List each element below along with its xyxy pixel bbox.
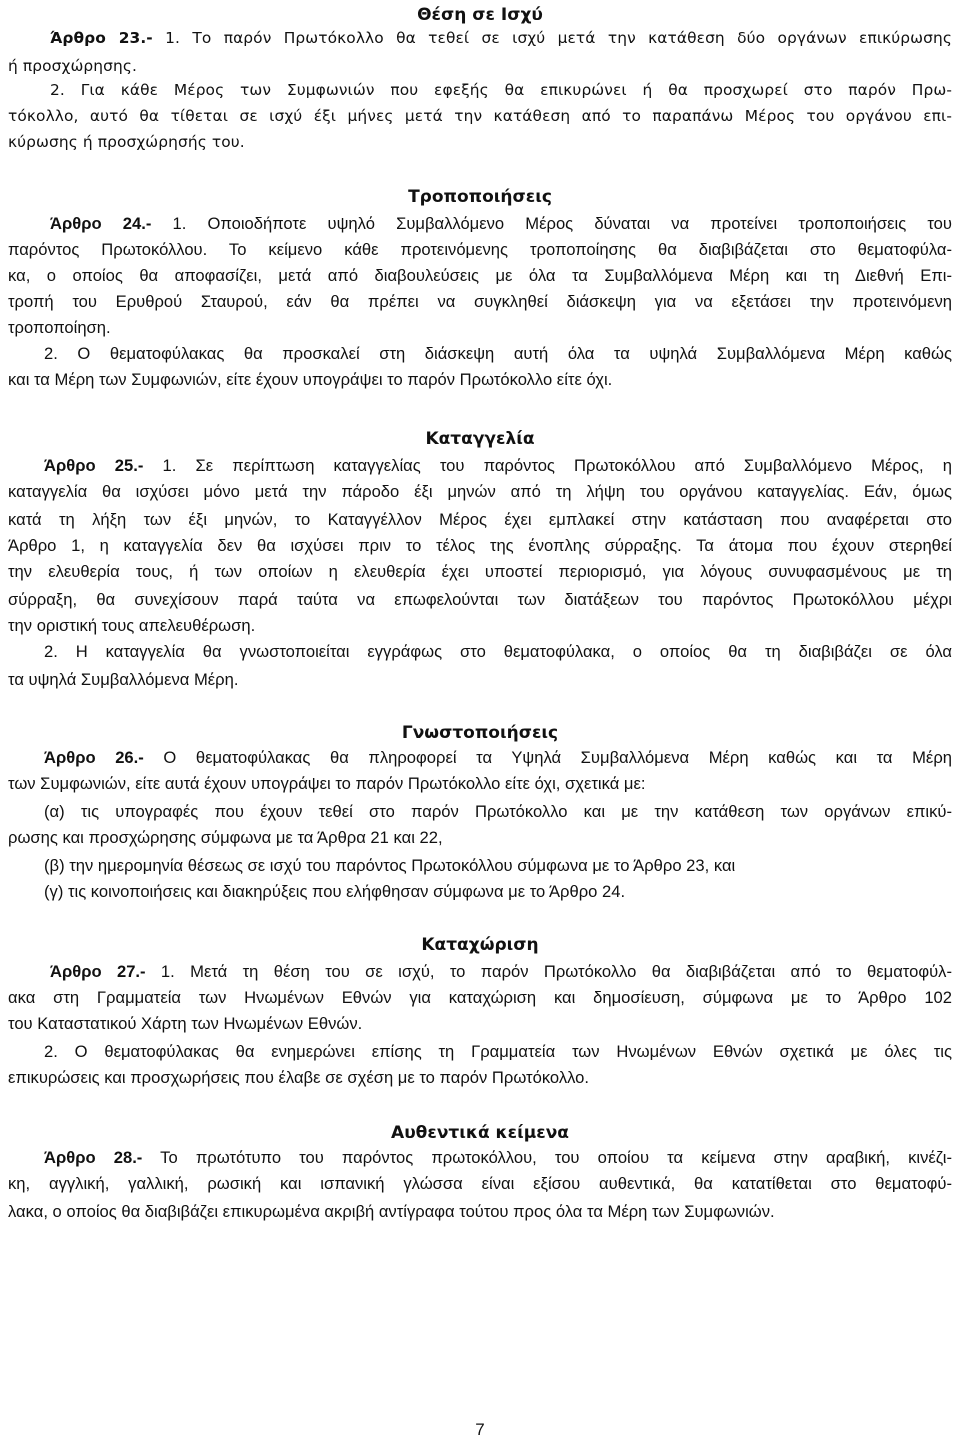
article-25-line-9: τα υψηλά Συμβαλλόμενα Μέρη. [8,670,239,689]
article-28-label: Άρθρο 28.- [44,1148,143,1167]
article-26-line-1: Άρθρο 26.- Ο θεματοφύλακας θα πληροφορεί τα Υψηλά Συμβαλλόμενα Μέρη καθώς και τα Μέρη [44,748,952,767]
article-25-line-1: Άρθρο 25.- 1. Σε περίπτωση καταγγελίας του παρόντος Πρωτοκόλλου από Συμβαλλόμενο Μέρος, η [44,456,953,475]
article-27-line-5: επικυρώσεις και προσχωρήσεις που έλαβε σε σχέση με το παρόν Πρωτόκολλο. [8,1068,590,1087]
article-25-line-4: Άρθρο 1, η καταγγελία δεν θα ισχύσει πριν το τέλος της ένοπλης σύρραξης. Τα άτομα που έχουν στερηθεί [8,536,952,555]
article-24-line-1: Άρθρο 24.- 1. Οποιοδήποτε υψηλό Συμβαλλόμενο Μέρος δύναται να προτείνει τροποποιήσεις του [50,214,952,233]
article-26-line-5: (β) την ημερομηνία θέσεως σε ισχύ του παρόντος Πρωτοκόλλου σύμφωνα με το Άρθρο 23, και [44,856,736,875]
article-24-line-7: και τα Μέρη των Συμφωνιών, είτε έχουν υπογράψει το παρόν Πρωτόκολλο είτε όχι. [8,370,613,389]
section-title-authentic-texts: Αυθεντικά κείμενα [391,1123,569,1143]
article-23-line-3: 2. Για κάθε Μέρος των Συμφωνιών που εφεξής θα επικυρώνει ή θα προσχωρεί στο παρόν Πρω- [50,81,952,99]
article-25-line-6: σύρραξη, θα συνεχίσουν παρά ταύτα να επωφελούνται των διατάξεων του παρόντος Πρωτοκόλλου μέχρι [8,590,952,609]
article-25-line-5: την ελευθερία τους, ή των οποίων η ελευθερία έχει υποστεί περιορισμό, για λόγους συνυφασμένους με τη [8,562,952,581]
article-25-line-2: καταγγελία θα ισχύσει μόνο μετά την πάροδο έξι μηνών από τη λήψη του οργάνου καταγγελίας. Εάν, όμως [8,482,952,501]
article-24-label: Άρθρο 24.- [50,214,152,233]
article-23-line-2: ή προσχώρησης. [8,57,137,75]
section-title-denunciation: Καταγγελία [425,429,535,449]
article-27-label: Άρθρο 27.- [50,962,146,981]
article-28-line-1: Άρθρο 28.- Το πρωτότυπο του παρόντος πρωτοκόλλου, του οποίου τα κείμενα στην αραβική, κινέζι- [44,1148,952,1167]
page-number: 7 [475,1420,485,1439]
article-25-label: Άρθρο 25.- [44,456,144,475]
article-26-label: Άρθρο 26.- [44,748,144,767]
article-25-line-3: κατά τη λήξη των έξι μηνών, το Καταγγέλλον Μέρος έχει εμπλακεί στην κατάσταση που αναφέρεται στο [8,510,952,529]
article-23-line-4: τόκολλο, αυτό θα τίθεται σε ισχύ έξι μήνες μετά την κατάθεση από το παραπάνω Μέρος του οργάνου επι- [8,107,952,125]
article-27-line-3: του Καταστατικού Χάρτη των Ηνωμένων Εθνών. [8,1014,363,1033]
article-26-line-3: (α) τις υπογραφές που έχουν τεθεί στο παρόν Πρωτόκολλο και με την κατάθεση των οργάνων επικύ- [44,802,952,821]
article-24-line-2: παρόντος Πρωτοκόλλου. Το κείμενο κάθε προτεινόμενης τροποποίησης θα διαβιβάζεται στο θεματοφύλα- [8,240,952,259]
article-27-line-2: ακα στη Γραμματεία των Ηνωμένων Εθνών για καταχώριση και δημοσίευση, σύμφωνα με το Άρθρο 102 [8,988,952,1007]
section-title-amendments: Τροποποιήσεις [408,187,552,207]
section-title-registration: Καταχώριση [421,935,539,955]
article-25-line-7: την οριστική τους απελευθέρωση. [8,616,256,635]
article-26-line-2: των Συμφωνιών, είτε αυτά έχουν υπογράψει το παρόν Πρωτόκολλο είτε όχι, σχετικά με: [8,774,646,793]
article-25-line-8: 2. Η καταγγελία θα γνωστοποιείται εγγράφως στο θεματοφύλακα, ο οποίος θα τη διαβιβάζει σε όλα [44,642,952,661]
article-26-line-6: (γ) τις κοινοποιήσεις και διακηρύξεις που ελήφθησαν σύμφωνα με το Άρθρο 24. [44,882,626,901]
article-23-line-1: Άρθρο 23.- 1. Το παρόν Πρωτόκολλο θα τεθεί σε ισχύ μετά την κατάθεση δύο οργάνων επικύρωσης [50,29,952,47]
section-title-notifications: Γνωστοποιήσεις [401,723,559,743]
section-title-entry-into-force: Θέση σε Ισχύ [417,5,543,25]
article-26-line-4: ρωσης και προσχώρησης σύμφωνα με τα Άρθρα 21 και 22, [8,828,443,847]
article-23-line-5: κύρωσης ή προσχώρησής του. [8,133,245,151]
article-27-line-4: 2. Ο θεματοφύλακας θα ενημερώνει επίσης τη Γραμματεία των Ηνωμένων Εθνών σχετικά με όλες τις [44,1042,952,1061]
article-23-label: Άρθρο 23.- [50,29,153,47]
article-24-line-4: τροπή του Ερυθρού Σταυρού, εάν θα πρέπει να συγκληθεί διάσκεψη για να εξετάσει την προτεινόμενη [8,292,952,311]
article-28-line-2: κη, αγγλική, γαλλική, ρωσική και ισπανική γλώσσα είναι εξίσου αυθεντικά, θα κατατίθεται στο θεματοφύ- [8,1174,952,1193]
article-28-line-3: λακα, ο οποίος θα διαβιβάζει επικυρωμένα ακριβή αντίγραφα τούτου προς όλα τα Μέρη των Συμφωνιών. [8,1202,775,1221]
article-24-line-5: τροποποίηση. [8,318,111,337]
article-24-line-6: 2. Ο θεματοφύλακας θα προσκαλεί στη διάσκεψη αυτή όλα τα υψηλά Συμβαλλόμενα Μέρη καθώς [44,344,952,363]
article-24-line-3: κα, ο οποίος θα αποφασίζει, μετά από διαβουλεύσεις με όλα τα Συμβαλλόμενα Μέρη και τη Διεθνή Επι- [8,266,952,285]
article-27-line-1: Άρθρο 27.- 1. Μετά τη θέση του σε ισχύ, το παρόν Πρωτόκολλο θα διαβιβάζεται από το θεματοφύλ- [50,962,952,981]
